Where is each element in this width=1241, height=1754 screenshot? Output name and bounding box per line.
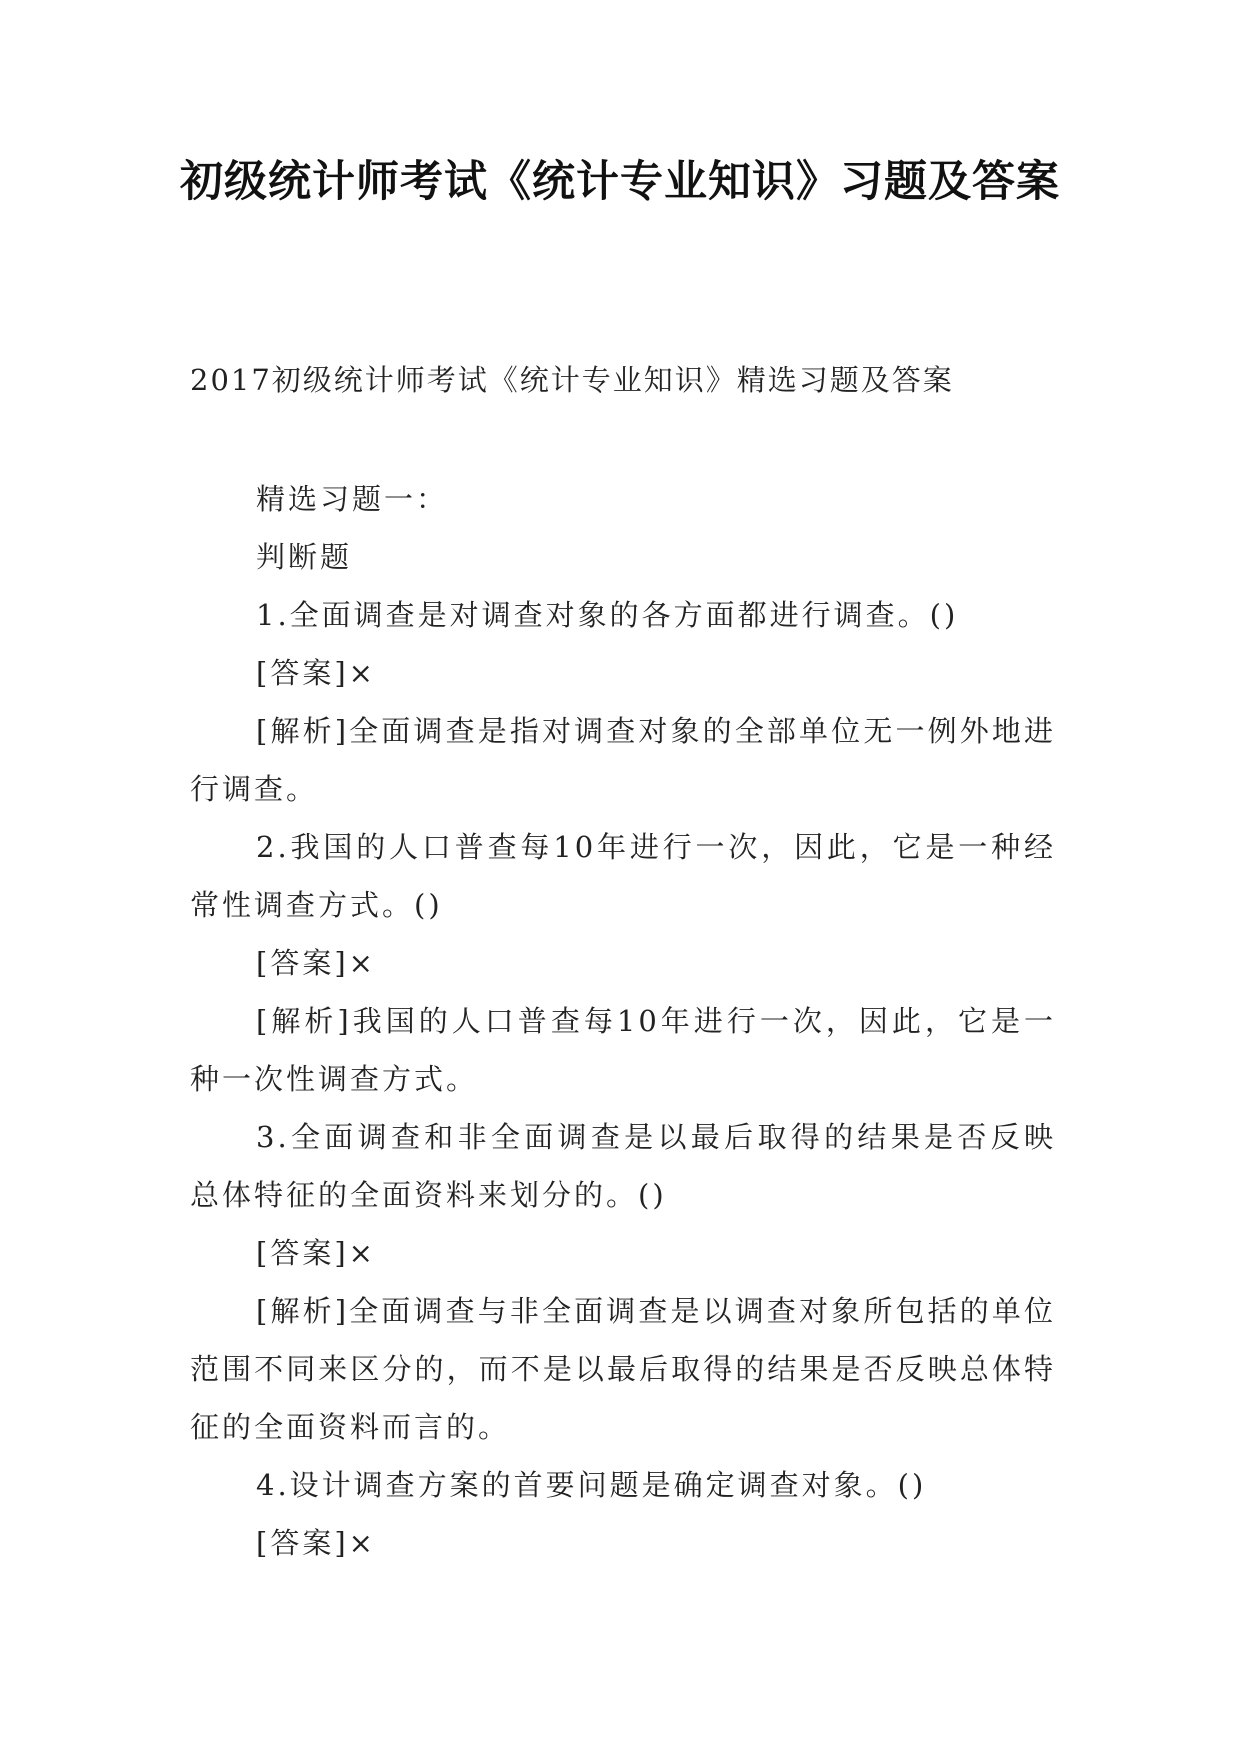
question-type: 判断题 bbox=[256, 540, 353, 574]
document-title: 初级统计师考试《统计专业知识》习题及答案 bbox=[180, 157, 1060, 207]
answer-4: [答案]× bbox=[256, 1526, 376, 1560]
question-1: 1.全面调查是对调查对象的各方面都进行调查。() bbox=[256, 598, 959, 632]
document-subtitle: 2017初级统计师考试《统计专业知识》精选习题及答案 bbox=[190, 363, 954, 397]
answer-3: [答案]× bbox=[256, 1236, 376, 1270]
explanation-2: [解析]我国的人口普查每10年进行一次，因此，它是一种一次性调查方式。 bbox=[190, 1004, 1056, 1096]
answer-2: [答案]× bbox=[256, 946, 376, 980]
question-2: 2.我国的人口普查每10年进行一次，因此，它是一种经常性调查方式。() bbox=[190, 830, 1056, 922]
explanation-3: [解析]全面调查与非全面调查是以调查对象所包括的单位范围不同来区分的，而不是以最后取得的结果是否反映总体特征的全面资料而言的。 bbox=[190, 1294, 1056, 1444]
explanation-1: [解析]全面调查是指对调查对象的全部单位无一例外地进行调查。 bbox=[190, 714, 1056, 806]
answer-1: [答案]× bbox=[256, 656, 376, 690]
question-4: 4.设计调查方案的首要问题是确定调查对象。() bbox=[256, 1468, 927, 1502]
document-body bbox=[190, 470, 1056, 1572]
question-3: 3.全面调查和非全面调查是以最后取得的结果是否反映总体特征的全面资料来划分的。() bbox=[190, 1120, 1056, 1212]
section-heading: 精选习题一： bbox=[256, 482, 449, 516]
